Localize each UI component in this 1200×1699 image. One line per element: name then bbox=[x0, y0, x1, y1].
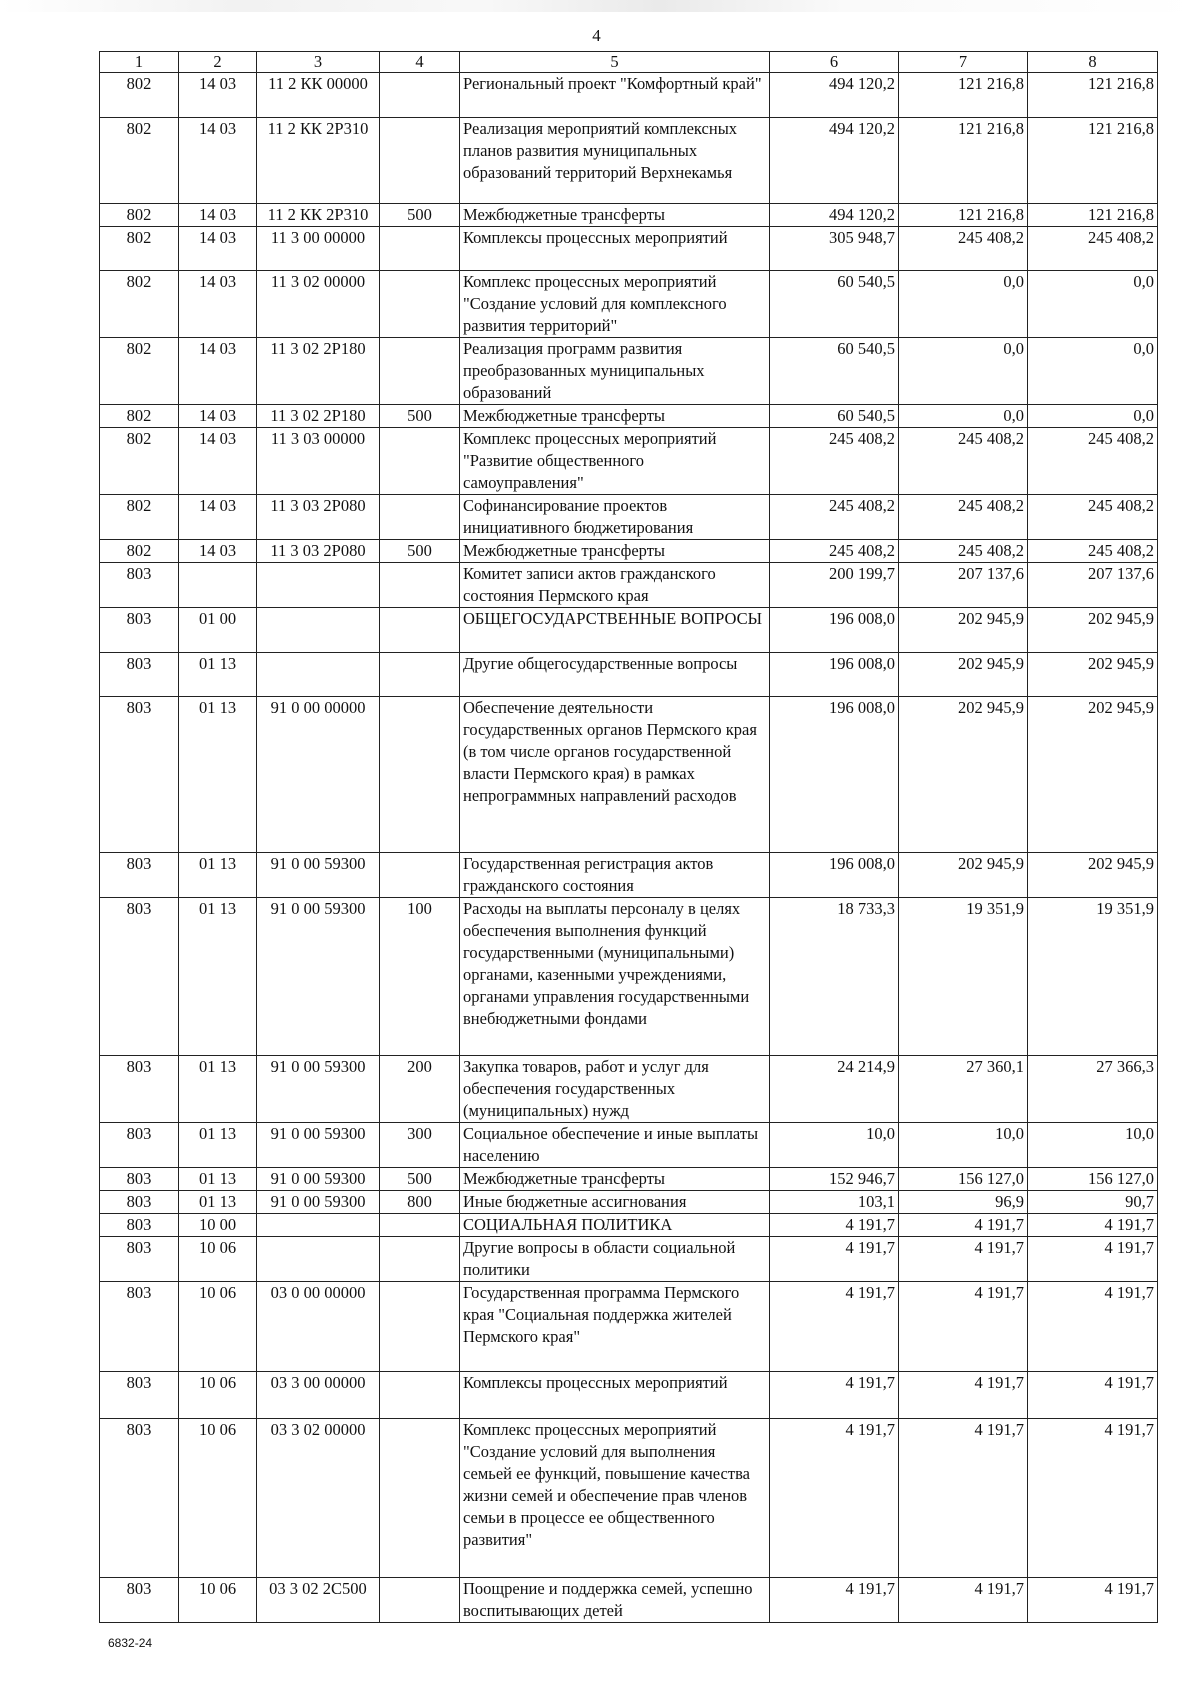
column-header-3: 3 bbox=[257, 52, 380, 73]
header-row bbox=[100, 52, 1158, 73]
table-row bbox=[100, 898, 1158, 1056]
cell-col-7: 245 408,2 bbox=[899, 495, 1028, 540]
cell-col-5: Обеспечение деятельности государственных органов Пермского края (в том числе органов государственной власти Пермского края) в рамках непрограммных направлений расходов bbox=[460, 697, 770, 853]
cell-col-3: 11 3 00 00000 bbox=[257, 227, 380, 271]
cell-col-7: 202 945,9 bbox=[899, 608, 1028, 653]
cell-col-1: 803 bbox=[100, 898, 179, 1056]
cell-col-1: 802 bbox=[100, 405, 179, 428]
cell-col-5: СОЦИАЛЬНАЯ ПОЛИТИКА bbox=[460, 1214, 770, 1237]
cell-col-7: 4 191,7 bbox=[899, 1214, 1028, 1237]
cell-col-4: 500 bbox=[380, 1168, 460, 1191]
cell-col-7: 121 216,8 bbox=[899, 118, 1028, 204]
cell-col-1: 803 bbox=[100, 1214, 179, 1237]
cell-col-5: ОБЩЕГОСУДАРСТВЕННЫЕ ВОПРОСЫ bbox=[460, 608, 770, 653]
cell-col-7: 207 137,6 bbox=[899, 563, 1028, 608]
table-row bbox=[100, 1191, 1158, 1214]
cell-col-5: Реализация программ развития преобразованных муниципальных образований bbox=[460, 338, 770, 405]
cell-col-8: 4 191,7 bbox=[1028, 1214, 1158, 1237]
cell-col-6: 4 191,7 bbox=[770, 1214, 899, 1237]
cell-col-3: 91 0 00 59300 bbox=[257, 1168, 380, 1191]
cell-col-6: 24 214,9 bbox=[770, 1056, 899, 1123]
table-row bbox=[100, 697, 1158, 853]
cell-col-5: Государственная регистрация актов гражданского состояния bbox=[460, 853, 770, 898]
scan-artifact bbox=[0, 0, 1200, 12]
cell-col-8: 4 191,7 bbox=[1028, 1372, 1158, 1419]
cell-col-2: 14 03 bbox=[179, 495, 257, 540]
cell-col-8: 0,0 bbox=[1028, 405, 1158, 428]
column-header-5: 5 bbox=[460, 52, 770, 73]
cell-col-2: 01 13 bbox=[179, 697, 257, 853]
column-header-8: 8 bbox=[1028, 52, 1158, 73]
cell-col-8: 245 408,2 bbox=[1028, 495, 1158, 540]
cell-col-1: 802 bbox=[100, 227, 179, 271]
cell-col-6: 196 008,0 bbox=[770, 697, 899, 853]
cell-col-3: 91 0 00 59300 bbox=[257, 1056, 380, 1123]
cell-col-4 bbox=[380, 853, 460, 898]
table-row bbox=[100, 563, 1158, 608]
cell-col-7: 121 216,8 bbox=[899, 73, 1028, 118]
cell-col-2: 10 06 bbox=[179, 1419, 257, 1578]
budget-table bbox=[99, 51, 1158, 1623]
cell-col-4: 500 bbox=[380, 405, 460, 428]
table-row bbox=[100, 1282, 1158, 1372]
cell-col-2: 10 00 bbox=[179, 1214, 257, 1237]
table-row bbox=[100, 495, 1158, 540]
cell-col-2: 10 06 bbox=[179, 1372, 257, 1419]
column-header-4: 4 bbox=[380, 52, 460, 73]
cell-col-1: 803 bbox=[100, 608, 179, 653]
cell-col-4 bbox=[380, 338, 460, 405]
cell-col-2: 01 13 bbox=[179, 1168, 257, 1191]
cell-col-1: 802 bbox=[100, 540, 179, 563]
cell-col-2: 14 03 bbox=[179, 271, 257, 338]
cell-col-5: Комплексы процессных мероприятий bbox=[460, 227, 770, 271]
cell-col-1: 803 bbox=[100, 653, 179, 697]
cell-col-7: 0,0 bbox=[899, 405, 1028, 428]
cell-col-1: 803 bbox=[100, 1372, 179, 1419]
table-row bbox=[100, 540, 1158, 563]
cell-col-6: 245 408,2 bbox=[770, 428, 899, 495]
cell-col-5: Межбюджетные трансферты bbox=[460, 1168, 770, 1191]
cell-col-6: 196 008,0 bbox=[770, 853, 899, 898]
cell-col-5: Другие вопросы в области социальной политики bbox=[460, 1237, 770, 1282]
cell-col-2: 10 06 bbox=[179, 1578, 257, 1623]
table-row bbox=[100, 405, 1158, 428]
cell-col-6: 4 191,7 bbox=[770, 1372, 899, 1419]
cell-col-6: 245 408,2 bbox=[770, 495, 899, 540]
cell-col-8: 121 216,8 bbox=[1028, 204, 1158, 227]
cell-col-5: Социальное обеспечение и иные выплаты населению bbox=[460, 1123, 770, 1168]
cell-col-6: 196 008,0 bbox=[770, 608, 899, 653]
cell-col-3 bbox=[257, 653, 380, 697]
column-header-7: 7 bbox=[899, 52, 1028, 73]
cell-col-4 bbox=[380, 1282, 460, 1372]
cell-col-3: 91 0 00 59300 bbox=[257, 1191, 380, 1214]
cell-col-7: 4 191,7 bbox=[899, 1282, 1028, 1372]
cell-col-3: 11 3 03 2Р080 bbox=[257, 540, 380, 563]
table-row bbox=[100, 428, 1158, 495]
cell-col-3: 03 0 00 00000 bbox=[257, 1282, 380, 1372]
cell-col-8: 202 945,9 bbox=[1028, 853, 1158, 898]
table-row bbox=[100, 1372, 1158, 1419]
cell-col-2: 14 03 bbox=[179, 428, 257, 495]
cell-col-7: 4 191,7 bbox=[899, 1419, 1028, 1578]
cell-col-7: 27 360,1 bbox=[899, 1056, 1028, 1123]
cell-col-7: 0,0 bbox=[899, 271, 1028, 338]
cell-col-3: 11 3 02 00000 bbox=[257, 271, 380, 338]
cell-col-5: Комплекс процессных мероприятий "Создание условий для выполнения семьей ее функций, повышение качества жизни семей и обеспечение прав членов семьи в процессе ее общественного развития" bbox=[460, 1419, 770, 1578]
cell-col-8: 4 191,7 bbox=[1028, 1578, 1158, 1623]
cell-col-7: 156 127,0 bbox=[899, 1168, 1028, 1191]
table-row bbox=[100, 1168, 1158, 1191]
cell-col-6: 4 191,7 bbox=[770, 1578, 899, 1623]
cell-col-4: 300 bbox=[380, 1123, 460, 1168]
cell-col-1: 803 bbox=[100, 1168, 179, 1191]
cell-col-2: 14 03 bbox=[179, 73, 257, 118]
cell-col-1: 802 bbox=[100, 204, 179, 227]
cell-col-7: 96,9 bbox=[899, 1191, 1028, 1214]
cell-col-8: 245 408,2 bbox=[1028, 540, 1158, 563]
cell-col-6: 196 008,0 bbox=[770, 653, 899, 697]
cell-col-4 bbox=[380, 495, 460, 540]
cell-col-6: 10,0 bbox=[770, 1123, 899, 1168]
cell-col-5: Комплексы процессных мероприятий bbox=[460, 1372, 770, 1419]
cell-col-4: 800 bbox=[380, 1191, 460, 1214]
cell-col-1: 802 bbox=[100, 495, 179, 540]
cell-col-8: 245 408,2 bbox=[1028, 428, 1158, 495]
cell-col-4 bbox=[380, 608, 460, 653]
cell-col-3 bbox=[257, 608, 380, 653]
cell-col-8: 10,0 bbox=[1028, 1123, 1158, 1168]
table-row bbox=[100, 1419, 1158, 1578]
cell-col-5: Государственная программа Пермского края "Социальная поддержка жителей Пермского края" bbox=[460, 1282, 770, 1372]
cell-col-7: 202 945,9 bbox=[899, 697, 1028, 853]
cell-col-2: 01 13 bbox=[179, 1123, 257, 1168]
cell-col-3: 91 0 00 59300 bbox=[257, 898, 380, 1056]
cell-col-8: 4 191,7 bbox=[1028, 1282, 1158, 1372]
table-row bbox=[100, 73, 1158, 118]
cell-col-5: Софинансирование проектов инициативного бюджетирования bbox=[460, 495, 770, 540]
column-header-1: 1 bbox=[100, 52, 179, 73]
cell-col-5: Комитет записи актов гражданского состояния Пермского края bbox=[460, 563, 770, 608]
cell-col-3: 11 2 КК 2Р310 bbox=[257, 204, 380, 227]
cell-col-1: 802 bbox=[100, 118, 179, 204]
cell-col-8: 90,7 bbox=[1028, 1191, 1158, 1214]
cell-col-1: 803 bbox=[100, 853, 179, 898]
cell-col-4: 200 bbox=[380, 1056, 460, 1123]
cell-col-1: 802 bbox=[100, 271, 179, 338]
cell-col-8: 121 216,8 bbox=[1028, 73, 1158, 118]
cell-col-2: 01 13 bbox=[179, 1056, 257, 1123]
cell-col-2: 01 13 bbox=[179, 853, 257, 898]
cell-col-4 bbox=[380, 271, 460, 338]
cell-col-7: 245 408,2 bbox=[899, 540, 1028, 563]
cell-col-3: 11 2 КК 2Р310 bbox=[257, 118, 380, 204]
cell-col-1: 802 bbox=[100, 338, 179, 405]
cell-col-8: 19 351,9 bbox=[1028, 898, 1158, 1056]
cell-col-6: 4 191,7 bbox=[770, 1419, 899, 1578]
table-row bbox=[100, 1056, 1158, 1123]
cell-col-8: 4 191,7 bbox=[1028, 1419, 1158, 1578]
cell-col-8: 202 945,9 bbox=[1028, 653, 1158, 697]
cell-col-8: 0,0 bbox=[1028, 338, 1158, 405]
cell-col-4 bbox=[380, 653, 460, 697]
cell-col-5: Комплекс процессных мероприятий "Развитие общественного самоуправления" bbox=[460, 428, 770, 495]
cell-col-5: Закупка товаров, работ и услуг для обеспечения государственных (муниципальных) нужд bbox=[460, 1056, 770, 1123]
cell-col-3: 91 0 00 59300 bbox=[257, 853, 380, 898]
cell-col-6: 305 948,7 bbox=[770, 227, 899, 271]
cell-col-8: 0,0 bbox=[1028, 271, 1158, 338]
cell-col-5: Расходы на выплаты персоналу в целях обеспечения выполнения функций государственными (муниципальными) органами, казенными учреждениями, органами управления государственными внебюджетными фондами bbox=[460, 898, 770, 1056]
cell-col-3: 11 3 03 00000 bbox=[257, 428, 380, 495]
cell-col-7: 0,0 bbox=[899, 338, 1028, 405]
cell-col-1: 803 bbox=[100, 1056, 179, 1123]
cell-col-6: 494 120,2 bbox=[770, 204, 899, 227]
cell-col-8: 245 408,2 bbox=[1028, 227, 1158, 271]
cell-col-3: 91 0 00 00000 bbox=[257, 697, 380, 853]
cell-col-1: 803 bbox=[100, 1191, 179, 1214]
cell-col-1: 803 bbox=[100, 1282, 179, 1372]
cell-col-6: 103,1 bbox=[770, 1191, 899, 1214]
cell-col-2: 01 00 bbox=[179, 608, 257, 653]
cell-col-4 bbox=[380, 118, 460, 204]
cell-col-4 bbox=[380, 1578, 460, 1623]
cell-col-1: 803 bbox=[100, 1578, 179, 1623]
table-row bbox=[100, 608, 1158, 653]
cell-col-6: 4 191,7 bbox=[770, 1237, 899, 1282]
cell-col-6: 200 199,7 bbox=[770, 563, 899, 608]
cell-col-2: 10 06 bbox=[179, 1282, 257, 1372]
cell-col-3: 91 0 00 59300 bbox=[257, 1123, 380, 1168]
cell-col-5: Реализация мероприятий комплексных планов развития муниципальных образований территорий Верхнекамья bbox=[460, 118, 770, 204]
table-row bbox=[100, 271, 1158, 338]
cell-col-7: 4 191,7 bbox=[899, 1372, 1028, 1419]
cell-col-6: 494 120,2 bbox=[770, 73, 899, 118]
cell-col-7: 4 191,7 bbox=[899, 1578, 1028, 1623]
cell-col-5: Другие общегосударственные вопросы bbox=[460, 653, 770, 697]
cell-col-8: 202 945,9 bbox=[1028, 608, 1158, 653]
cell-col-4: 100 bbox=[380, 898, 460, 1056]
cell-col-1: 803 bbox=[100, 1237, 179, 1282]
cell-col-4 bbox=[380, 1214, 460, 1237]
cell-col-3: 11 3 03 2Р080 bbox=[257, 495, 380, 540]
cell-col-7: 245 408,2 bbox=[899, 227, 1028, 271]
cell-col-8: 4 191,7 bbox=[1028, 1237, 1158, 1282]
table-row bbox=[100, 1578, 1158, 1623]
cell-col-4: 500 bbox=[380, 540, 460, 563]
cell-col-2: 14 03 bbox=[179, 227, 257, 271]
cell-col-8: 202 945,9 bbox=[1028, 697, 1158, 853]
cell-col-4 bbox=[380, 227, 460, 271]
cell-col-8: 121 216,8 bbox=[1028, 118, 1158, 204]
cell-col-2 bbox=[179, 563, 257, 608]
cell-col-5: Межбюджетные трансферты bbox=[460, 204, 770, 227]
page-number: 4 bbox=[592, 26, 601, 45]
cell-col-2: 14 03 bbox=[179, 405, 257, 428]
cell-col-1: 803 bbox=[100, 1419, 179, 1578]
cell-col-6: 60 540,5 bbox=[770, 405, 899, 428]
cell-col-4 bbox=[380, 73, 460, 118]
cell-col-5: Межбюджетные трансферты bbox=[460, 540, 770, 563]
table-row bbox=[100, 653, 1158, 697]
document-code: 6832-24 bbox=[108, 1636, 153, 1650]
cell-col-4 bbox=[380, 1419, 460, 1578]
cell-col-5: Комплекс процессных мероприятий "Создание условий для комплексного развития территорий" bbox=[460, 271, 770, 338]
cell-col-3: 11 3 02 2Р180 bbox=[257, 405, 380, 428]
cell-col-6: 18 733,3 bbox=[770, 898, 899, 1056]
cell-col-8: 207 137,6 bbox=[1028, 563, 1158, 608]
cell-col-5: Межбюджетные трансферты bbox=[460, 405, 770, 428]
cell-col-7: 4 191,7 bbox=[899, 1237, 1028, 1282]
table-row bbox=[100, 204, 1158, 227]
cell-col-7: 202 945,9 bbox=[899, 653, 1028, 697]
cell-col-6: 60 540,5 bbox=[770, 338, 899, 405]
cell-col-7: 245 408,2 bbox=[899, 428, 1028, 495]
cell-col-4 bbox=[380, 428, 460, 495]
table-row bbox=[100, 227, 1158, 271]
cell-col-3 bbox=[257, 563, 380, 608]
cell-col-7: 121 216,8 bbox=[899, 204, 1028, 227]
cell-col-2: 14 03 bbox=[179, 338, 257, 405]
cell-col-6: 245 408,2 bbox=[770, 540, 899, 563]
cell-col-1: 803 bbox=[100, 563, 179, 608]
cell-col-3: 11 2 КК 00000 bbox=[257, 73, 380, 118]
cell-col-3: 03 3 00 00000 bbox=[257, 1372, 380, 1419]
cell-col-1: 802 bbox=[100, 73, 179, 118]
cell-col-6: 4 191,7 bbox=[770, 1282, 899, 1372]
cell-col-8: 156 127,0 bbox=[1028, 1168, 1158, 1191]
table-row bbox=[100, 1123, 1158, 1168]
cell-col-5: Поощрение и поддержка семей, успешно воспитывающих детей bbox=[460, 1578, 770, 1623]
cell-col-8: 27 366,3 bbox=[1028, 1056, 1158, 1123]
cell-col-2: 01 13 bbox=[179, 898, 257, 1056]
cell-col-2: 01 13 bbox=[179, 1191, 257, 1214]
cell-col-1: 803 bbox=[100, 697, 179, 853]
cell-col-6: 494 120,2 bbox=[770, 118, 899, 204]
cell-col-1: 803 bbox=[100, 1123, 179, 1168]
table-row bbox=[100, 338, 1158, 405]
cell-col-3 bbox=[257, 1237, 380, 1282]
cell-col-2: 14 03 bbox=[179, 204, 257, 227]
cell-col-6: 152 946,7 bbox=[770, 1168, 899, 1191]
table-row bbox=[100, 1237, 1158, 1282]
cell-col-6: 60 540,5 bbox=[770, 271, 899, 338]
cell-col-5: Иные бюджетные ассигнования bbox=[460, 1191, 770, 1214]
cell-col-3: 11 3 02 2Р180 bbox=[257, 338, 380, 405]
cell-col-4 bbox=[380, 697, 460, 853]
cell-col-4 bbox=[380, 563, 460, 608]
cell-col-2: 10 06 bbox=[179, 1237, 257, 1282]
cell-col-5: Региональный проект "Комфортный край" bbox=[460, 73, 770, 118]
table-row bbox=[100, 118, 1158, 204]
cell-col-2: 14 03 bbox=[179, 118, 257, 204]
cell-col-4 bbox=[380, 1372, 460, 1419]
cell-col-3: 03 3 02 00000 bbox=[257, 1419, 380, 1578]
table-body bbox=[100, 73, 1158, 1623]
cell-col-7: 10,0 bbox=[899, 1123, 1028, 1168]
cell-col-4 bbox=[380, 1237, 460, 1282]
cell-col-7: 19 351,9 bbox=[899, 898, 1028, 1056]
column-header-6: 6 bbox=[770, 52, 899, 73]
cell-col-2: 14 03 bbox=[179, 540, 257, 563]
cell-col-4: 500 bbox=[380, 204, 460, 227]
cell-col-1: 802 bbox=[100, 428, 179, 495]
cell-col-3: 03 3 02 2С500 bbox=[257, 1578, 380, 1623]
cell-col-7: 202 945,9 bbox=[899, 853, 1028, 898]
column-header-2: 2 bbox=[179, 52, 257, 73]
table-row bbox=[100, 853, 1158, 898]
table-row bbox=[100, 1214, 1158, 1237]
cell-col-3 bbox=[257, 1214, 380, 1237]
cell-col-2: 01 13 bbox=[179, 653, 257, 697]
